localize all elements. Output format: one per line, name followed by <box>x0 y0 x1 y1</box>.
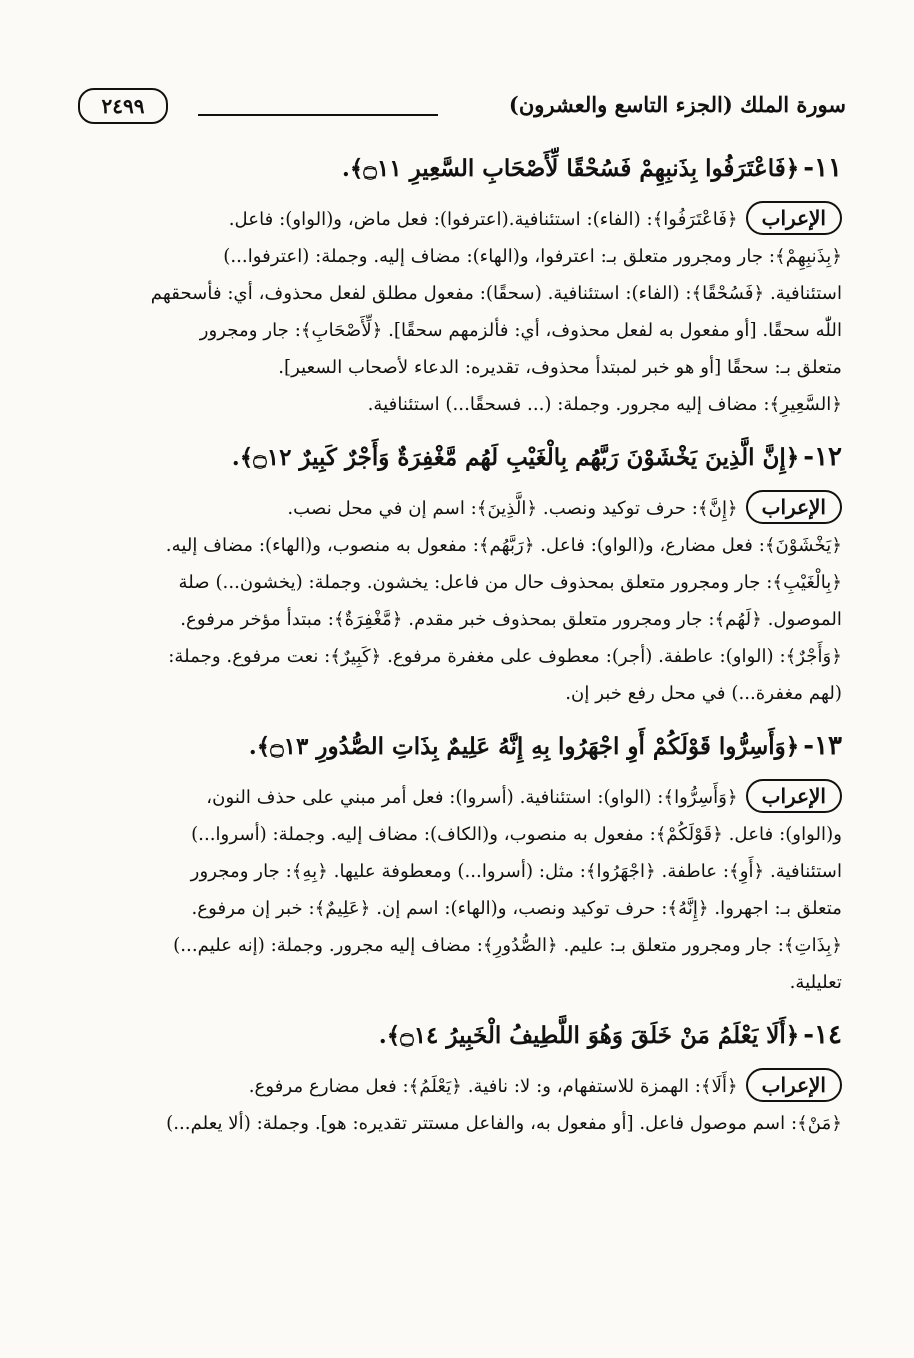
irab-line: ﴿السَّعِيرِ﴾: مضاف إليه مجرور. وجملة: (... فسحقًا...) استئنافية. <box>367 394 842 415</box>
page-header <box>78 88 846 132</box>
irab-line: ﴿مَنْ﴾: اسم موصول فاعل. [أو مفعول به، والفاعل مستتر تقديره: هو]. وجملة: (ألا يعلم...) <box>166 1113 842 1134</box>
irab-line: ﴿بِالْغَيْبِ﴾: جار ومجرور متعلق بمحذوف حال من فاعل: يخشون. وجملة: (يخشون...) صلة <box>178 572 842 593</box>
header-rule <box>198 114 438 116</box>
irab-label: الإعراب <box>746 201 842 235</box>
irab-line: اللّٰه سحقًا. [أو مفعول به لفعل محذوف، أي: فألزمهم سحقًا]. ﴿لِّأَصْحَابِ﴾: جار ومجرور <box>199 320 842 341</box>
irab-paragraph <box>72 201 842 423</box>
irab-label: الإعراب <box>746 779 842 813</box>
irab-paragraph <box>72 490 842 712</box>
verse-number: ١١- <box>803 153 842 183</box>
irab-line: ﴿أَلَا﴾: الهمزة للاستفهام، و: لا: نافية. ﴿يَعْلَمُ﴾: فعل مضارع مرفوع. <box>248 1076 738 1097</box>
verse-heading <box>72 726 842 767</box>
verse-text: ﴿وَأَسِرُّوا قَوْلَكُمْ أَوِ اجْهَرُوا بِهِ إِنَّهُ عَلِيمٌ بِذَاتِ الصُّدُورِ ۝١٣﴾. <box>248 733 800 760</box>
irab-line: ﴿وَأَسِرُّوا﴾: (الواو): استئنافية. (أسروا): فعل أمر مبني على حذف النون، <box>206 787 738 808</box>
verse-heading <box>72 437 842 478</box>
irab-line: استئنافية. ﴿أَوِ﴾: عاطفة. ﴿اجْهَرُوا﴾: مثل: (أسروا...) ومعطوفة عليها. ﴿بِهِ﴾: جار ومجرور <box>190 861 842 882</box>
irab-paragraph <box>72 779 842 1001</box>
verse-text: ﴿فَاعْتَرَفُوا بِذَنبِهِمْ فَسُحْقًا لِّأَصْحَابِ السَّعِيرِ ۝١١﴾. <box>341 155 800 182</box>
irab-line: ﴿بِذَاتِ﴾: جار ومجرور متعلق بـ: عليم. ﴿الصُّدُورِ﴾: مضاف إليه مجرور. وجملة: (إنه عليم...) <box>173 935 842 956</box>
running-title: سورة الملك (الجزء التاسع والعشرون) <box>508 92 846 117</box>
verse-heading <box>72 1015 842 1056</box>
irab-line: (لهم مغفرة...) في محل رفع خبر إن. <box>565 683 842 704</box>
irab-line: ﴿إِنَّ﴾: حرف توكيد ونصب. ﴿الَّذِينَ﴾: اسم إن في محل نصب. <box>287 498 738 519</box>
irab-line: ﴿يَخْشَوْنَ﴾: فعل مضارع، و(الواو): فاعل. ﴿رَبَّهُم﴾: مفعول به منصوب، و(الهاء): مضاف إليه. <box>165 535 842 556</box>
irab-line: الموصول. ﴿لَهُم﴾: جار ومجرور متعلق بمحذوف خبر مقدم. ﴿مَّغْفِرَةٌ﴾: مبتدأ مؤخر مرفوع. <box>180 609 842 630</box>
irab-line: ﴿وَأَجْرٌ﴾: (الواو): عاطفة. (أجر): معطوف على مغفرة مرفوع. ﴿كَبِيرٌ﴾: نعت مرفوع. وجملة: <box>168 646 842 667</box>
verse-text: ﴿أَلَا يَعْلَمُ مَنْ خَلَقَ وَهُوَ اللَّطِيفُ الْخَبِيرُ ۝١٤﴾. <box>378 1022 800 1049</box>
irab-line: تعليلية. <box>789 972 842 993</box>
irab-line: استئنافية. ﴿فَسُحْقًا﴾: (الفاء): استئنافية. (سحقًا): مفعول مطلق لفعل محذوف، أي: فأسحقهم <box>150 283 842 304</box>
page-number: ٢٤٩٩ <box>78 88 168 124</box>
irab-line: متعلق بـ: اجهروا. ﴿إِنَّهُ﴾: حرف توكيد ونصب، و(الهاء): اسم إن. ﴿عَلِيمٌ﴾: خبر إن مرفوع. <box>191 898 842 919</box>
verse-heading <box>72 148 842 189</box>
verse-number: ١٤- <box>803 1020 842 1050</box>
irab-label: الإعراب <box>746 490 842 524</box>
irab-label: الإعراب <box>746 1068 842 1102</box>
irab-line: ﴿فَاعْتَرَفُوا﴾: (الفاء): استئنافية.(اعترفوا): فعل ماض، و(الواو): فاعل. <box>228 209 738 230</box>
page-body <box>72 142 842 1156</box>
irab-line: ﴿بِذَنبِهِمْ﴾: جار ومجرور متعلق بـ: اعترفوا، و(الهاء): مضاف إليه. وجملة: (اعترفوا...) <box>223 246 842 267</box>
irab-line: متعلق بـ: سحقًا [أو هو خبر لمبتدأ محذوف، تقديره: الدعاء لأصحاب السعير]. <box>278 357 842 378</box>
verse-number: ١٣- <box>803 731 842 761</box>
irab-line: و(الواو): فاعل. ﴿قَوْلَكُمْ﴾: مفعول به منصوب، و(الكاف): مضاف إليه. وجملة: (أسروا...) <box>191 824 842 845</box>
verse-number: ١٢- <box>803 442 842 472</box>
irab-paragraph <box>72 1068 842 1142</box>
verse-text: ﴿إِنَّ الَّذِينَ يَخْشَوْنَ رَبَّهُم بِالْغَيْبِ لَهُم مَّغْفِرَةٌ وَأَجْرٌ كَبِيرٌ ۝١٢﴾. <box>231 444 800 471</box>
